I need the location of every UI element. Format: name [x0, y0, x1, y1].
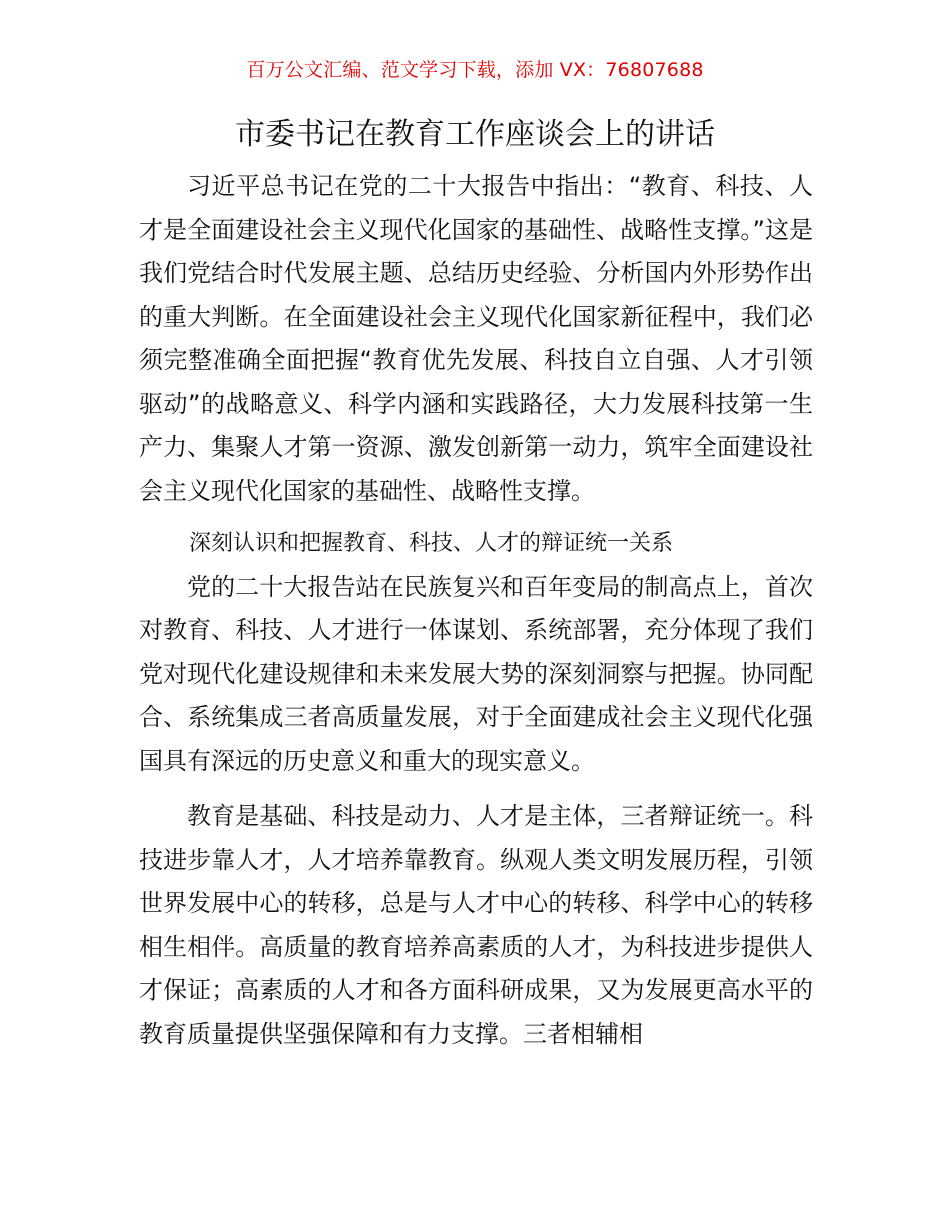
- page-title: 市委书记在教育工作座谈会上的讲话: [235, 117, 715, 152]
- body-paragraph: 党的二十大报告站在民族复兴和百年变局的制高点上，首次对教育、科技、人才进行一体谋划、系统部署，充分体现了我们党对现代化建设规律和未来发展大势的深刻洞察与把握。协同配合、系统集成三者高质量发展，对于全面建成社会主义现代化强国具有深远的历史意义和重大的现实意义。: [139, 572, 813, 775]
- intro-paragraph: 习近平总书记在党的二十大报告中指出：“教育、科技、人才是全面建设社会主义现代化国家的基础性、战略性支撑。”这是我们党结合时代发展主题、总结历史经验、分析国内外形势作出的重大判断。在全面建设社会主义现代化国家新征程中，我们必须完整准确全面把握“教育优先发展、科技自立自强、人才引领驱动”的战略意义、科学内涵和实践路径，大力发展科技第一生产力、集聚人才第一资源、激发创新第一动力，筑牢全面建设社会主义现代化国家的基础性、战略性支撑。: [139, 172, 813, 505]
- section-heading: 深刻认识和把握教育、科技、人才的辩证统一关系: [189, 531, 674, 556]
- body-paragraph: 教育是基础、科技是动力、人才是主体，三者辩证统一。科技进步靠人才，人才培养靠教育。纵观人类文明发展历程，引领世界发展中心的转移，总是与人才中心的转移、科学中心的转移相生相伴。高质量的教育培养高素质的人才，为科技进步提供人才保证；高素质的人才和各方面科研成果，又为发展更高水平的教育质量提供坚强保障和有力支撑。三者相辅相: [139, 802, 813, 1048]
- header-note: 百万公文汇编、范文学习下载，添加 VX：76807688: [246, 59, 704, 81]
- document-body: [139, 165, 813, 1056]
